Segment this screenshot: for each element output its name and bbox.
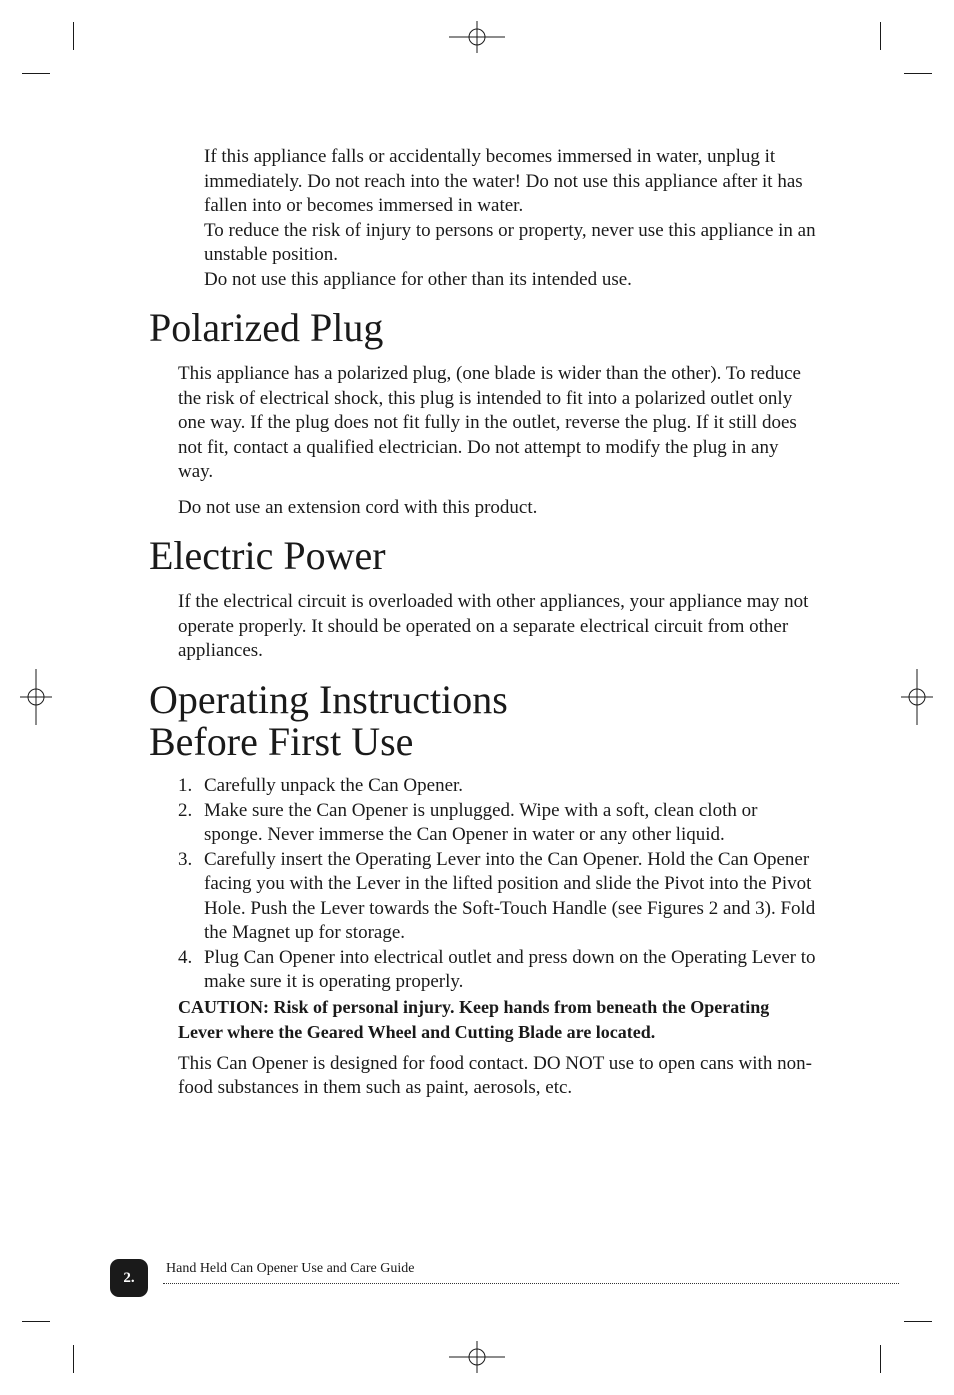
footer-title: Hand Held Can Opener Use and Care Guide — [166, 1261, 415, 1276]
intro-paragraph: To reduce the risk of injury to persons or property, never use this appliance in an unstable position. — [204, 219, 816, 265]
heading-line: Operating Instructions — [149, 677, 508, 722]
list-item — [178, 799, 818, 848]
list-item — [178, 774, 818, 799]
crop-mark — [880, 1345, 881, 1373]
step-text: Plug Can Opener into electrical outlet and press down on the Operating Lever to make sure it is operating properly. — [204, 946, 816, 992]
crop-mark — [73, 22, 74, 50]
step-number: 3. — [178, 848, 193, 870]
list-item — [178, 848, 818, 946]
step-number: 1. — [178, 775, 193, 796]
intro-paragraph: If this appliance falls or accidentally becomes immersed in water, unplug it immediately. Do not reach into the water! Do not use this appliance after it has fallen into or becomes immersed in water. — [204, 146, 803, 216]
registration-mark-icon — [449, 9, 505, 65]
intro-warnings — [204, 145, 824, 292]
operating-instructions-section — [178, 774, 818, 1101]
registration-mark-icon — [449, 1329, 505, 1385]
polarized-plug-section — [178, 362, 818, 520]
food-contact-note: This Can Opener is designed for food contact. DO NOT use to open cans with non-food substances in them such as paint, aerosols, etc. — [178, 1052, 812, 1098]
electric-power-heading: Electric Power — [149, 533, 386, 578]
list-item — [178, 946, 818, 995]
operating-instructions-heading — [149, 679, 508, 763]
extension-cord-paragraph: Do not use an extension cord with this product. — [178, 496, 538, 518]
step-text: Make sure the Can Opener is unplugged. Wipe with a soft, clean cloth or sponge. Never immerse the Can Opener in water or any other liquid. — [204, 799, 758, 845]
crop-mark — [904, 73, 932, 74]
intro-paragraph: Do not use this appliance for other than its intended use. — [204, 268, 632, 290]
step-number: 2. — [178, 799, 193, 821]
page-number-badge: 2. — [110, 1259, 148, 1297]
step-text: Carefully unpack the Can Opener. — [204, 775, 464, 796]
crop-mark — [880, 22, 881, 50]
caution-warning: CAUTION: Risk of personal injury. Keep hands from beneath the Operating Lever where the Geared Wheel and Cutting Blade are located. — [178, 996, 770, 1042]
registration-mark-icon — [889, 669, 945, 725]
electric-power-section — [178, 590, 818, 664]
electric-power-paragraph: If the electrical circuit is overloaded with other appliances, your appliance may not operate properly. It should be operated on a separate electrical circuit from other appliances. — [178, 591, 809, 661]
crop-mark — [22, 73, 50, 74]
crop-mark — [73, 1345, 74, 1373]
registration-mark-icon — [8, 669, 64, 725]
step-number: 4. — [178, 946, 193, 968]
polarized-plug-paragraph: This appliance has a polarized plug, (one blade is wider than the other). To reduce the risk of electrical shock, this plug is intended to fit into a polarized outlet only one way. If the plug does not fit fully in the outlet, reverse the plug. If it still does not fit, contact a qualified electrician. Do not attempt to modify the plug in any way. — [178, 363, 801, 482]
polarized-plug-heading: Polarized Plug — [149, 305, 384, 350]
crop-mark — [904, 1321, 932, 1322]
crop-mark — [22, 1321, 50, 1322]
footer-dotted-rule — [163, 1283, 899, 1284]
heading-line: Before First Use — [149, 719, 414, 764]
steps-list — [178, 774, 818, 995]
step-text: Carefully insert the Operating Lever into the Can Opener. Hold the Can Opener facing you with the Lever in the lifted position and slide the Pivot into the Pivot Hole. Push the Lever towards the Soft-Touch Handle (see Figures 2 and 3). Fold the Magnet up for storage. — [204, 848, 816, 943]
